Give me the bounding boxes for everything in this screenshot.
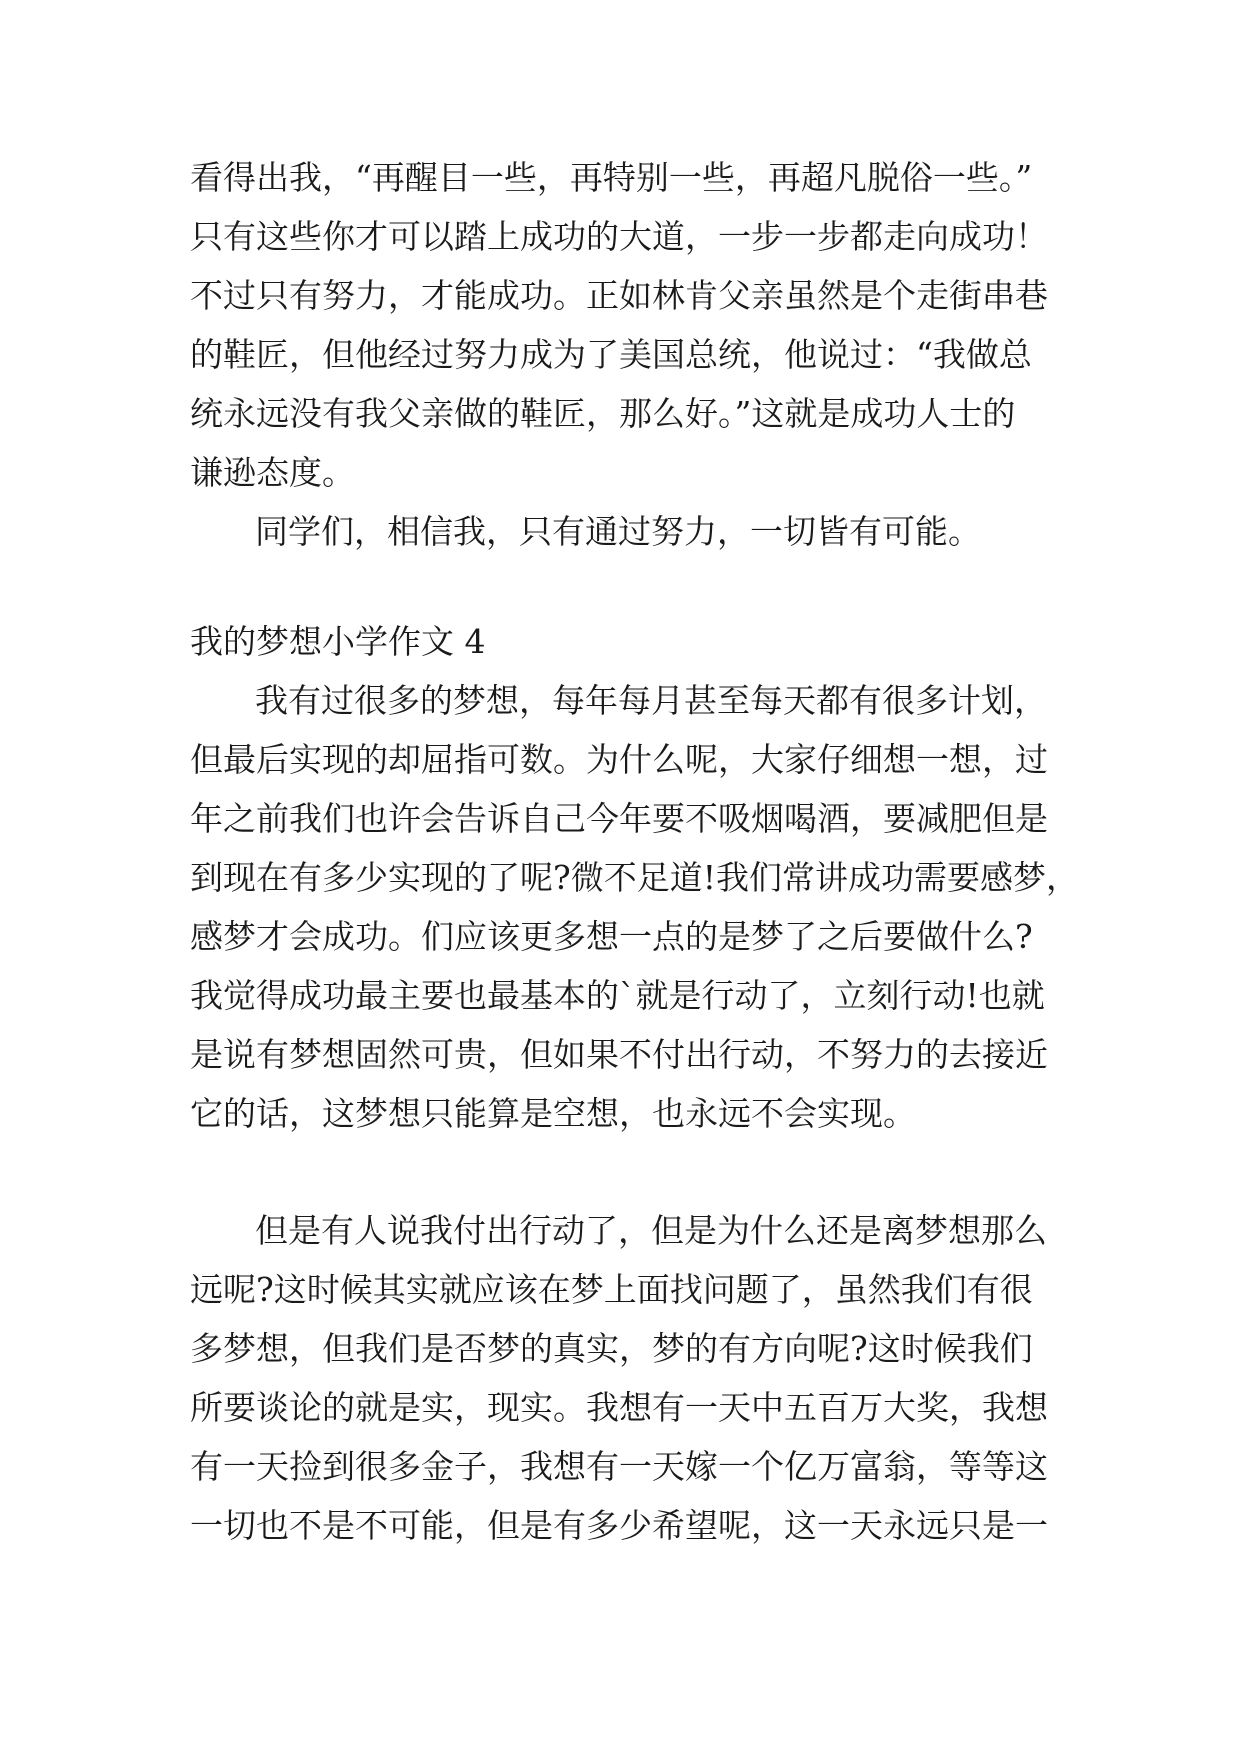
text-line: 但最后实现的却屈指可数。为什么呢，大家仔细想一想，过 (190, 740, 1048, 779)
text-line: 看得出我，“再醒目一些，再特别一些，再超凡脱俗一些。” (190, 158, 1033, 197)
text-line: 一切也不是不可能，但是有多少希望呢，这一天永远只是一 (190, 1506, 1048, 1545)
text-line: 年之前我们也许会告诉自己今年要不吸烟喝酒，要减肥但是 (190, 799, 1048, 838)
text-line: 有一天捡到很多金子，我想有一天嫁一个亿万富翁，等等这 (190, 1447, 1048, 1486)
paragraph-closing: 同学们，相信我，只有通过努力，一切皆有可能。 (255, 512, 981, 551)
text-line: 我有过很多的梦想，每年每月甚至每天都有很多计划， (255, 681, 1047, 720)
text-line: 但是有人说我付出行动了，但是为什么还是离梦想那么 (255, 1211, 1047, 1250)
section-heading: 我的梦想小学作文 4 (190, 622, 486, 661)
text-line: 谦逊态度。 (190, 453, 355, 492)
text-line: 远呢?这时候其实就应该在梦上面找问题了，虽然我们有很 (190, 1270, 1033, 1309)
text-line: 是说有梦想固然可贵，但如果不付出行动，不努力的去接近 (190, 1035, 1048, 1074)
text-line: 我觉得成功最主要也最基本的`就是行动了，立刻行动!也就 (190, 976, 1045, 1015)
text-line: 不过只有努力，才能成功。正如林肯父亲虽然是个走街串巷 (190, 276, 1048, 315)
text-line: 多梦想，但我们是否梦的真实，梦的有方向呢?这时候我们 (190, 1329, 1033, 1368)
text-line: 它的话，这梦想只能算是空想，也永远不会实现。 (190, 1094, 916, 1133)
text-line: 到现在有多少实现的了呢?微不足道!我们常讲成功需要感梦， (190, 858, 1079, 897)
text-line: 所要谈论的就是实，现实。我想有一天中五百万大奖，我想 (190, 1388, 1048, 1427)
text-line: 只有这些你才可以踏上成功的大道，一步一步都走向成功！ (190, 217, 1048, 256)
text-line: 统永远没有我父亲做的鞋匠，那么好。”这就是成功人士的 (190, 394, 1016, 433)
text-line: 感梦才会成功。们应该更多想一点的是梦了之后要做什么? (190, 917, 1033, 956)
text-line: 的鞋匠，但他经过努力成为了美国总统，他说过：“我做总 (190, 335, 1032, 374)
